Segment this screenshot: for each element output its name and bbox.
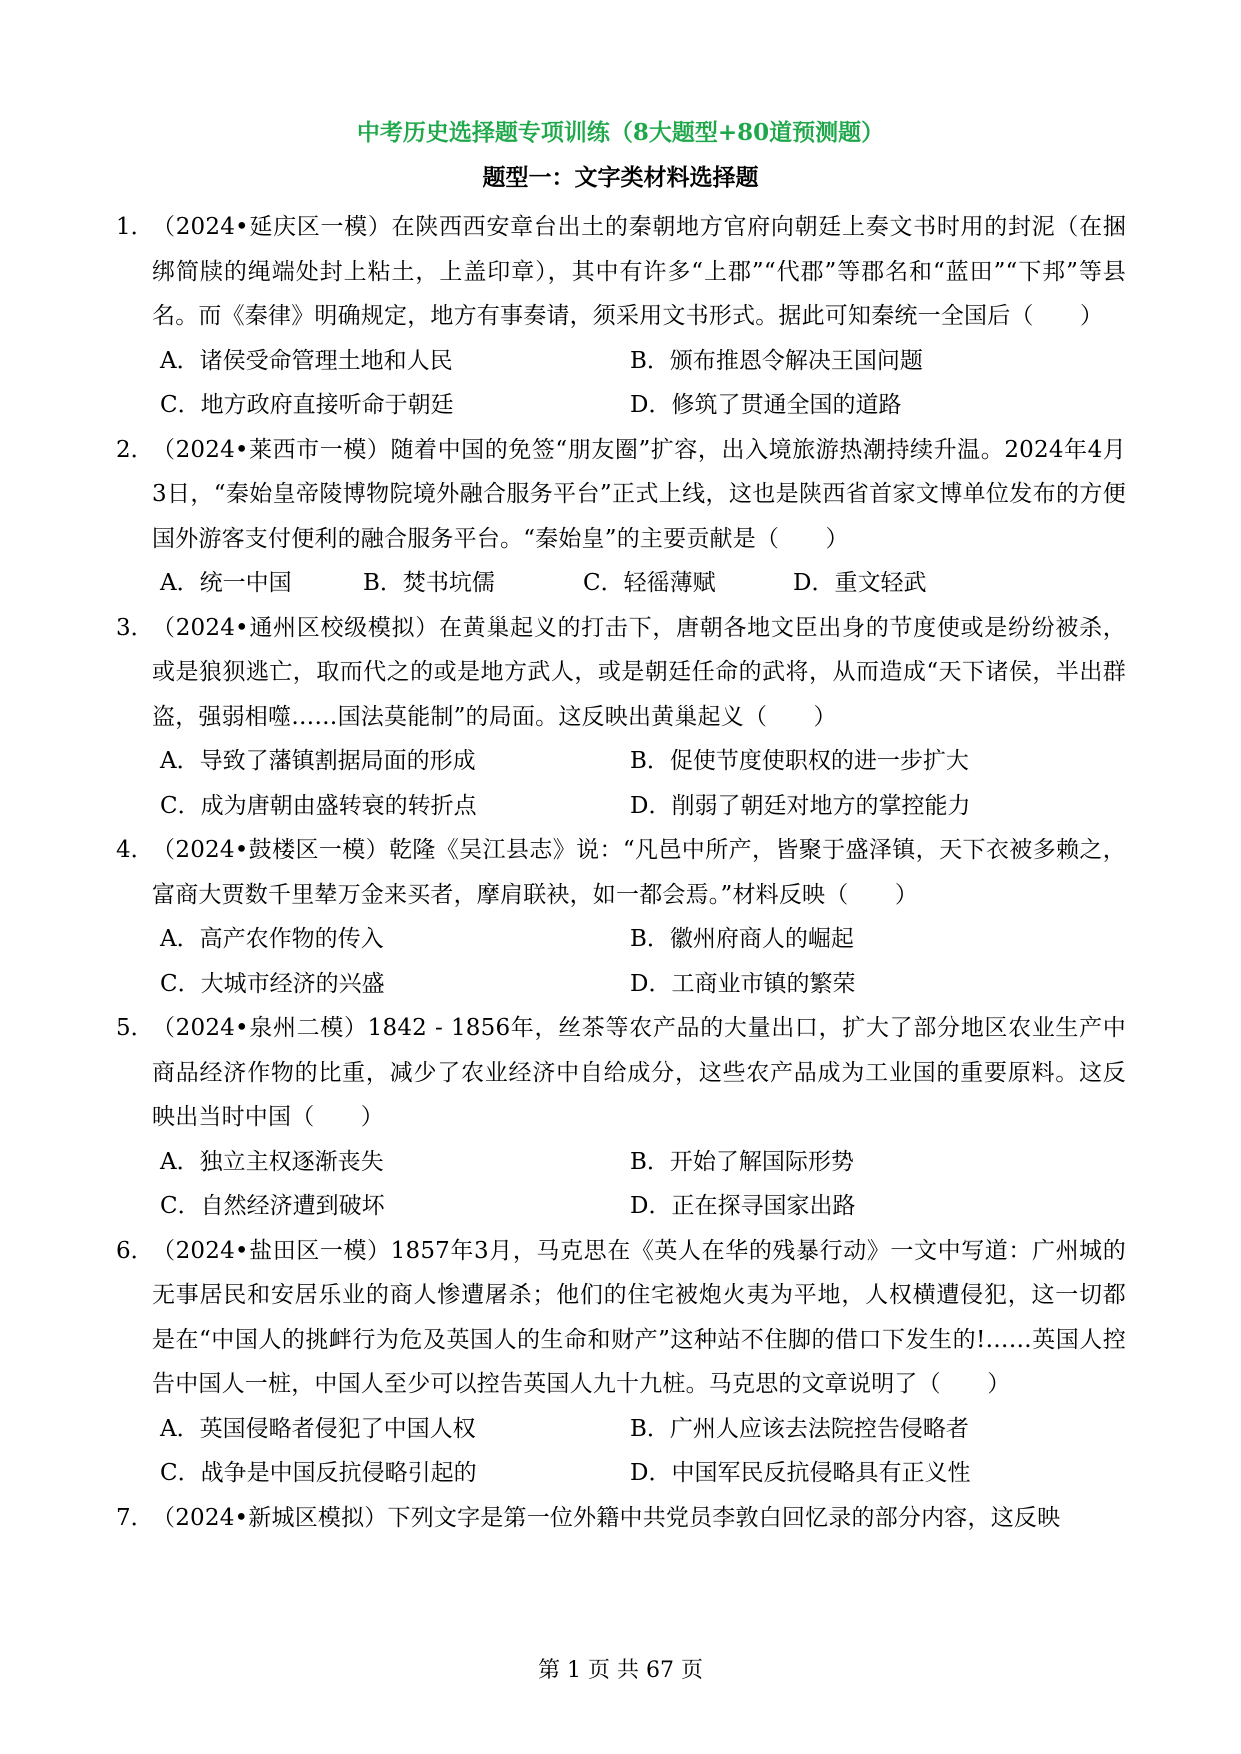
option-d[interactable]: D．工商业市镇的繁荣 bbox=[630, 970, 856, 997]
option-group bbox=[152, 739, 1126, 828]
question-number: 4． bbox=[116, 837, 154, 863]
option-b[interactable]: B．开始了解国际形势 bbox=[630, 1148, 854, 1175]
option-a[interactable]: A．独立主权逐渐丧失 bbox=[160, 1148, 384, 1175]
question-stem: （2024•盐田区一模）1857年3月，马克思在《英人在华的残暴行动》一文中写道：广州城的无事居民和安居乐业的商人惨遭屠杀；他们的住宅被炮火夷为平地，人权横遭侵犯，这一切都是在“中国人的挑衅行为危及英国人的生命和财产”这种站不住脚的借口下发生的!……英国人控告中国人一桩，中国人至少可以控告英国人九十九桩。马克思的文章说明了（ ） bbox=[152, 1237, 1126, 1397]
question-2 bbox=[116, 428, 1126, 606]
question-3 bbox=[116, 606, 1126, 829]
option-c[interactable]: C．地方政府直接听命于朝廷 bbox=[160, 392, 454, 418]
question-number: 3． bbox=[116, 614, 154, 641]
option-a[interactable]: A．高产农作物的传入 bbox=[160, 926, 384, 952]
question-stem: （2024•新城区模拟）下列文字是第一位外籍中共党员李敦白回忆录的部分内容，这反映 bbox=[152, 1504, 1061, 1531]
question-number: 1． bbox=[116, 214, 154, 240]
question-list bbox=[116, 205, 1126, 1540]
question-number: 7． bbox=[116, 1504, 154, 1531]
question-number: 5． bbox=[116, 1015, 154, 1041]
option-group bbox=[152, 339, 1126, 428]
question-6 bbox=[116, 1229, 1126, 1496]
option-group bbox=[152, 1407, 1126, 1496]
option-c[interactable]: C．大城市经济的兴盛 bbox=[160, 970, 385, 997]
option-b[interactable]: B．促使节度使职权的进一步扩大 bbox=[630, 748, 969, 774]
question-4 bbox=[116, 828, 1126, 1006]
option-b[interactable]: B．广州人应该去法院控告侵略者 bbox=[630, 1415, 969, 1442]
question-stem: （2024•通州区校级模拟）在黄巢起义的打击下，唐朝各地文臣出身的节度使或是纷纷被杀，或是狼狈逃亡，取而代之的或是地方武人，或是朝廷任命的武将，从而造成“天下诸侯，半出群盗，强弱相噬……国法莫能制”的局面。这反映出黄巢起义（ ） bbox=[152, 614, 1126, 730]
option-d[interactable]: D．重文轻武 bbox=[793, 570, 927, 596]
question-number: 2． bbox=[116, 436, 154, 463]
option-c[interactable]: C．自然经济遭到破坏 bbox=[160, 1193, 385, 1219]
option-a[interactable]: A．导致了藩镇割据局面的形成 bbox=[160, 748, 476, 774]
question-stem: （2024•延庆区一模）在陕西西安章台出土的秦朝地方官府向朝廷上奏文书时用的封泥（在捆绑简牍的绳端处封上粘土，上盖印章），其中有许多“上郡”“代郡”等郡名和“蓝田”“下邦”等县名。而《秦律》明确规定，地方有事奏请，须采用文书形式。据此可知秦统一全国后（ ） bbox=[152, 214, 1126, 329]
option-d[interactable]: D．削弱了朝廷对地方的掌控能力 bbox=[630, 792, 971, 819]
option-c[interactable]: C．轻徭薄赋 bbox=[583, 570, 716, 596]
section-title: 题型一：文字类材料选择题 bbox=[482, 164, 759, 191]
question-stem: （2024•泉州二模）1842 - 1856年，丝茶等农产品的大量出口，扩大了部分地区农业生产中商品经济作物的比重，减少了农业经济中自给成分，这些农产品成为工业国的重要原料。这反映出当时中国（ ） bbox=[152, 1015, 1126, 1130]
option-d[interactable]: D．修筑了贯通全国的道路 bbox=[630, 392, 902, 418]
question-7 bbox=[116, 1496, 1126, 1541]
option-d[interactable]: D．中国军民反抗侵略具有正义性 bbox=[630, 1460, 971, 1486]
option-b[interactable]: B．徽州府商人的崛起 bbox=[630, 926, 854, 952]
question-5 bbox=[116, 1006, 1126, 1229]
question-1 bbox=[116, 205, 1126, 428]
option-group bbox=[152, 561, 1126, 606]
question-stem: （2024•莱西市一模）随着中国的免签“朋友圈”扩容，出入境旅游热潮持续升温。2024年4月3日，“秦始皇帝陵博物院境外融合服务平台”正式上线，这也是陕西省首家文博单位发布的方便国外游客支付便利的融合服务平台。“秦始皇”的主要贡献是（ ） bbox=[152, 436, 1126, 552]
question-number: 6． bbox=[116, 1237, 154, 1264]
question-stem: （2024•鼓楼区一模）乾隆《吴江县志》说：“凡邑中所产，皆聚于盛泽镇，天下衣被多赖之，富商大贾数千里辇万金来买者，摩肩联袂，如一都会焉。”材料反映（ ） bbox=[152, 837, 1126, 908]
document-title: 中考历史选择题专项训练（8大题型+80道预测题） bbox=[356, 119, 885, 146]
option-group bbox=[152, 1140, 1126, 1229]
option-a[interactable]: A．诸侯受命管理土地和人民 bbox=[160, 347, 453, 374]
page-number: 第 1 页 共 67 页 bbox=[538, 1658, 703, 1683]
option-d[interactable]: D．正在探寻国家出路 bbox=[630, 1193, 856, 1219]
option-a[interactable]: A．英国侵略者侵犯了中国人权 bbox=[160, 1415, 476, 1442]
option-b[interactable]: B．颁布推恩令解决王国问题 bbox=[630, 347, 923, 374]
option-c[interactable]: C．成为唐朝由盛转衰的转折点 bbox=[160, 792, 477, 819]
option-b[interactable]: B．焚书坑儒 bbox=[363, 570, 495, 596]
option-a[interactable]: A．统一中国 bbox=[160, 570, 292, 596]
option-c[interactable]: C．战争是中国反抗侵略引起的 bbox=[160, 1460, 477, 1486]
option-group bbox=[152, 917, 1126, 1006]
